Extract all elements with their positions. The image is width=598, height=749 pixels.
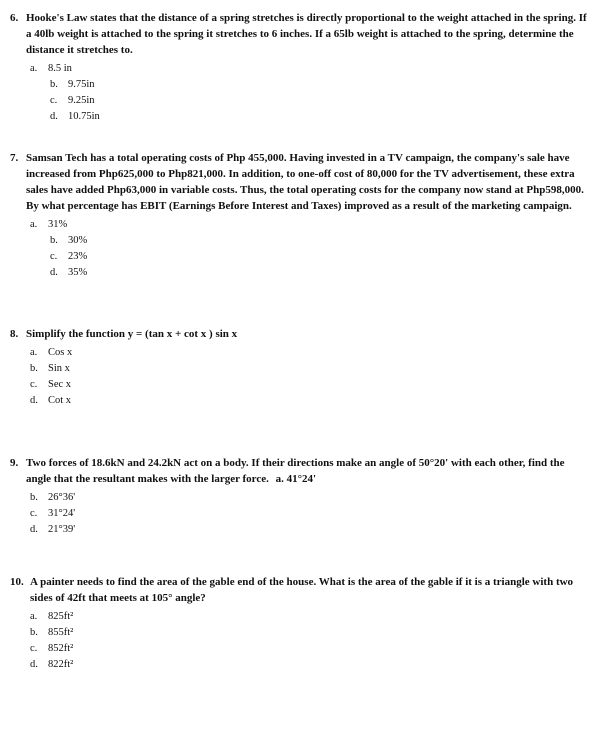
question-6 — [10, 10, 590, 125]
option-b: b. 9.75in — [50, 79, 95, 90]
question-text: A painter needs to find the area of the gable end of the house. What is the area of the gable if it is a triangle with two sides of 42ft that meets at 105° angle? — [30, 576, 574, 604]
options-list — [10, 490, 590, 538]
option-d: d. 822ft² — [30, 659, 74, 670]
option-b: b. 30% — [50, 235, 88, 246]
option-a: a. 31% — [30, 219, 68, 230]
question-9 — [10, 455, 590, 538]
option-a: a. 8.5 in — [30, 63, 72, 74]
question-7 — [10, 150, 590, 281]
question-number: 6. — [10, 12, 19, 24]
options-list — [10, 609, 590, 673]
option-c: c. Sec x — [30, 379, 72, 390]
question-number: 10. — [10, 576, 24, 588]
option-d: d. Cot x — [30, 395, 72, 406]
option-b: b. 26°36' — [30, 492, 76, 503]
option-c: c. 23% — [50, 251, 88, 262]
option-a: a. Cos x — [30, 347, 73, 358]
question-text: Simplify the function y = (tan x + cot x ) sin x — [26, 328, 238, 340]
question-number: 8. — [10, 328, 19, 340]
question-text: Samsan Tech has a total operating costs of Php 455,000. Having invested in a TV campaign, the company's sale have increased from Php625,000 to Php821,000. In addition, to one-off cost of 80,000 for the TV advertisement, these extra sales have added Php63,000 in variable costs. Thus, the total operating costs for the company now stand at Php598,000. By what percentage has EBIT (Earnings Before Interest and Taxes) improved as a result of the marketing campaign. — [26, 152, 584, 212]
option-c: c. 9.25in — [50, 95, 95, 106]
question-8 — [10, 326, 590, 409]
question-number: 9. — [10, 457, 19, 469]
option-d: d. 21°39' — [30, 524, 76, 535]
option-c: c. 31°24' — [30, 508, 76, 519]
question-text: Hooke's Law states that the distance of a spring stretches is directly proportional to the weight attached in the spring. If a 40lb weight is attached to the spring it stretches to 6 inches. If a 65lb weight is attached to the spring, determine the distance it stretches to. — [26, 12, 587, 56]
question-10 — [10, 574, 590, 673]
option-c: c. 852ft² — [30, 643, 74, 654]
options-list — [10, 217, 590, 281]
option-a: a. 825ft² — [30, 611, 74, 622]
option-b: b. Sin x — [30, 363, 70, 374]
question-text: Two forces of 18.6kN and 24.2kN act on a body. If their directions make an angle of 50°20' with each other, find the angle that the resultant makes with the larger force. — [26, 457, 565, 485]
option-d: d. 10.75in — [50, 111, 100, 122]
option-a: a. 41°24' — [275, 473, 317, 485]
options-list — [10, 61, 590, 125]
question-number: 7. — [10, 152, 19, 164]
option-b: b. 855ft² — [30, 627, 74, 638]
options-list — [10, 345, 590, 409]
option-d: d. 35% — [50, 267, 88, 278]
